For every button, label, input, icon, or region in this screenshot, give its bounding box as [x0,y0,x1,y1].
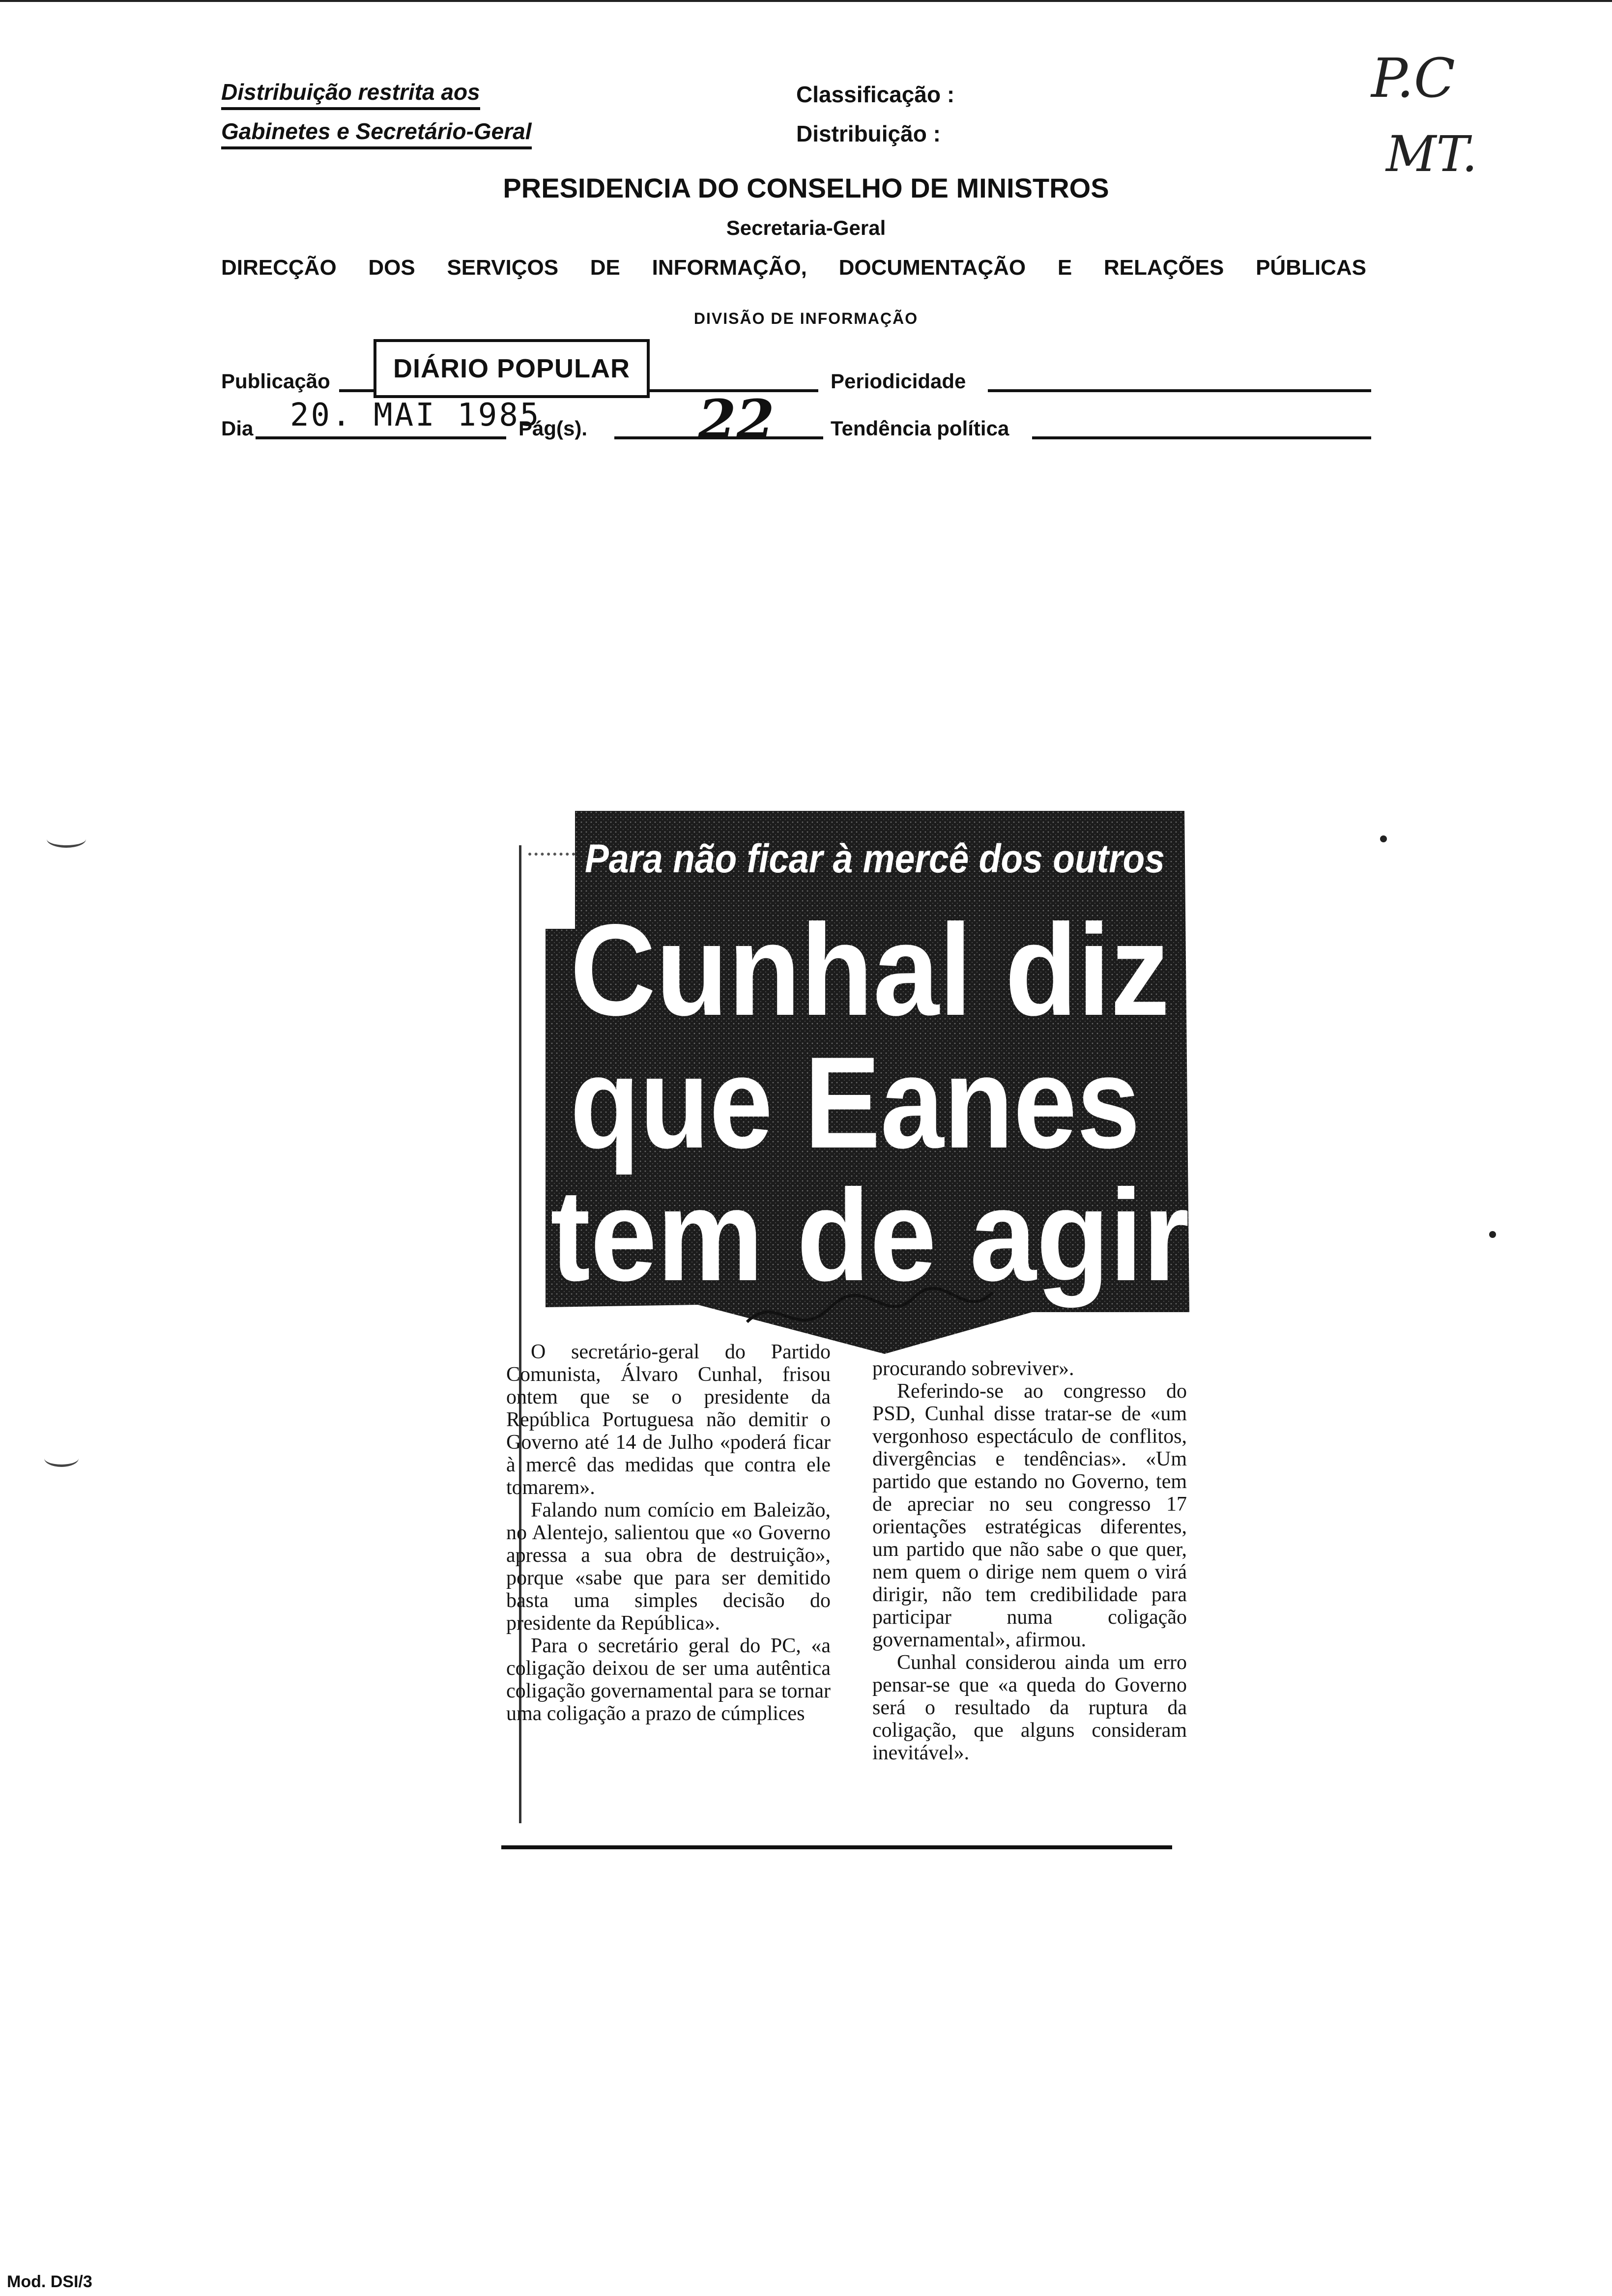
directorate-word: DOCUMENTAÇÃO [838,256,1026,280]
pages-handwritten-value: 22 [698,388,775,453]
secretariat-subtitle: Secretaria-Geral [726,216,886,239]
article-paragraph: Falando num comício em Baleizão, no Alentejo, salientou que «o Governo apressa a sua obra de destruição», porque «sabe que para ser demitido basta uma simples decisão do presidente da República». [506,1499,831,1635]
distribution-restriction-line2: Gabinetes e Secretário-Geral [221,118,532,149]
article-column-1 [506,1341,831,1725]
publication-stamp: DIÁRIO POPULAR [374,339,650,398]
distribution-restriction-line1: Distribuição restrita aos [221,79,480,110]
periodicity-label: Periodicidade [831,370,966,393]
headline-line-3: tem de agir [550,1163,1189,1308]
article-paragraph: O secretário-geral do Partido Comunista, Álvaro Cunhal, frisou ontem que se o presidente da República Portuguesa não demitir o Governo até 14 de Julho «poderá ficar à mercê das medidas que contra ele tomarem». [506,1341,831,1499]
margin-mark-lower [44,1450,79,1467]
headline-block [541,806,1194,1381]
division-label: DIVISÃO DE INFORMAÇÃO [693,310,919,327]
publication-label: Publicação [221,370,330,393]
directorate-word: PÚBLICAS [1256,256,1366,280]
headline-kicker: Para não ficar à mercê dos outros [585,836,1165,881]
directorate-word: INFORMAÇÃO, [652,256,807,280]
margin-mark-upper [47,831,86,848]
article-paragraph: procurando sobreviver». [872,1357,1074,1380]
political-tendency-line [1032,436,1371,439]
headline-line-2: que Eanes [570,1030,1140,1176]
scan-dot-1 [1380,835,1387,842]
directorate-word: E [1057,256,1072,280]
scan-dot-2 [1489,1231,1496,1238]
article-paragraph: Cunhal considerou ainda um erro pensar-se que «a queda do Governo será o resultado da ruptura da coligação, que alguns consideram inevitável». [872,1651,1187,1764]
day-label: Dia [221,417,254,440]
handwritten-note-bottom: MT. [1386,125,1478,183]
clipping-bottom-rule [501,1845,1172,1849]
handwritten-note-top: P.C [1371,47,1455,110]
directorate-word: SERVIÇOS [447,256,559,280]
form-code: Mod. DSI/3 [7,2272,92,2291]
headline-svg [541,806,1194,1381]
day-line [256,436,506,439]
article-paragraph: Referindo-se ao congresso do PSD, Cunhal disse tratar-se de «um vergonhoso espectáculo de conflitos, divergências e tendências». «Um partido que estando no Governo, tem de apreciar no seu congresso 17 orientações estratégicas diferentes, um partido que não sabe o que quer, nem quem o dirige nem quem o virá dirigir, não tem credibilidade para participar numa coligação governamental», afirmou. [872,1380,1187,1651]
distribution-label: Distribuição : [796,121,941,146]
political-tendency-label: Tendência política [831,417,1009,440]
directorate-word: DIRECÇÃO [221,256,337,280]
date-stamp: 20. MAI 1985 [290,397,541,433]
ministry-title: PRESIDENCIA DO CONSELHO DE MINISTROS [503,172,1109,203]
classification-label: Classificação : [796,82,955,107]
directorate-line [221,256,1366,280]
article-paragraph: Para o secretário geral do PC, «a coligação deixou de ser uma autêntica coligação governamental para se tornar uma coligação a prazo de cúmplices [506,1635,831,1725]
article-column-2 [872,1357,1187,1764]
directorate-word: DE [590,256,620,280]
top-border-rule [0,0,1612,2]
headline-line-1: Cunhal diz [570,897,1170,1043]
directorate-word: RELAÇÕES [1103,256,1224,280]
periodicity-line [988,389,1371,392]
pages-label: Pág(s). [518,417,588,440]
directorate-word: DOS [368,256,415,280]
